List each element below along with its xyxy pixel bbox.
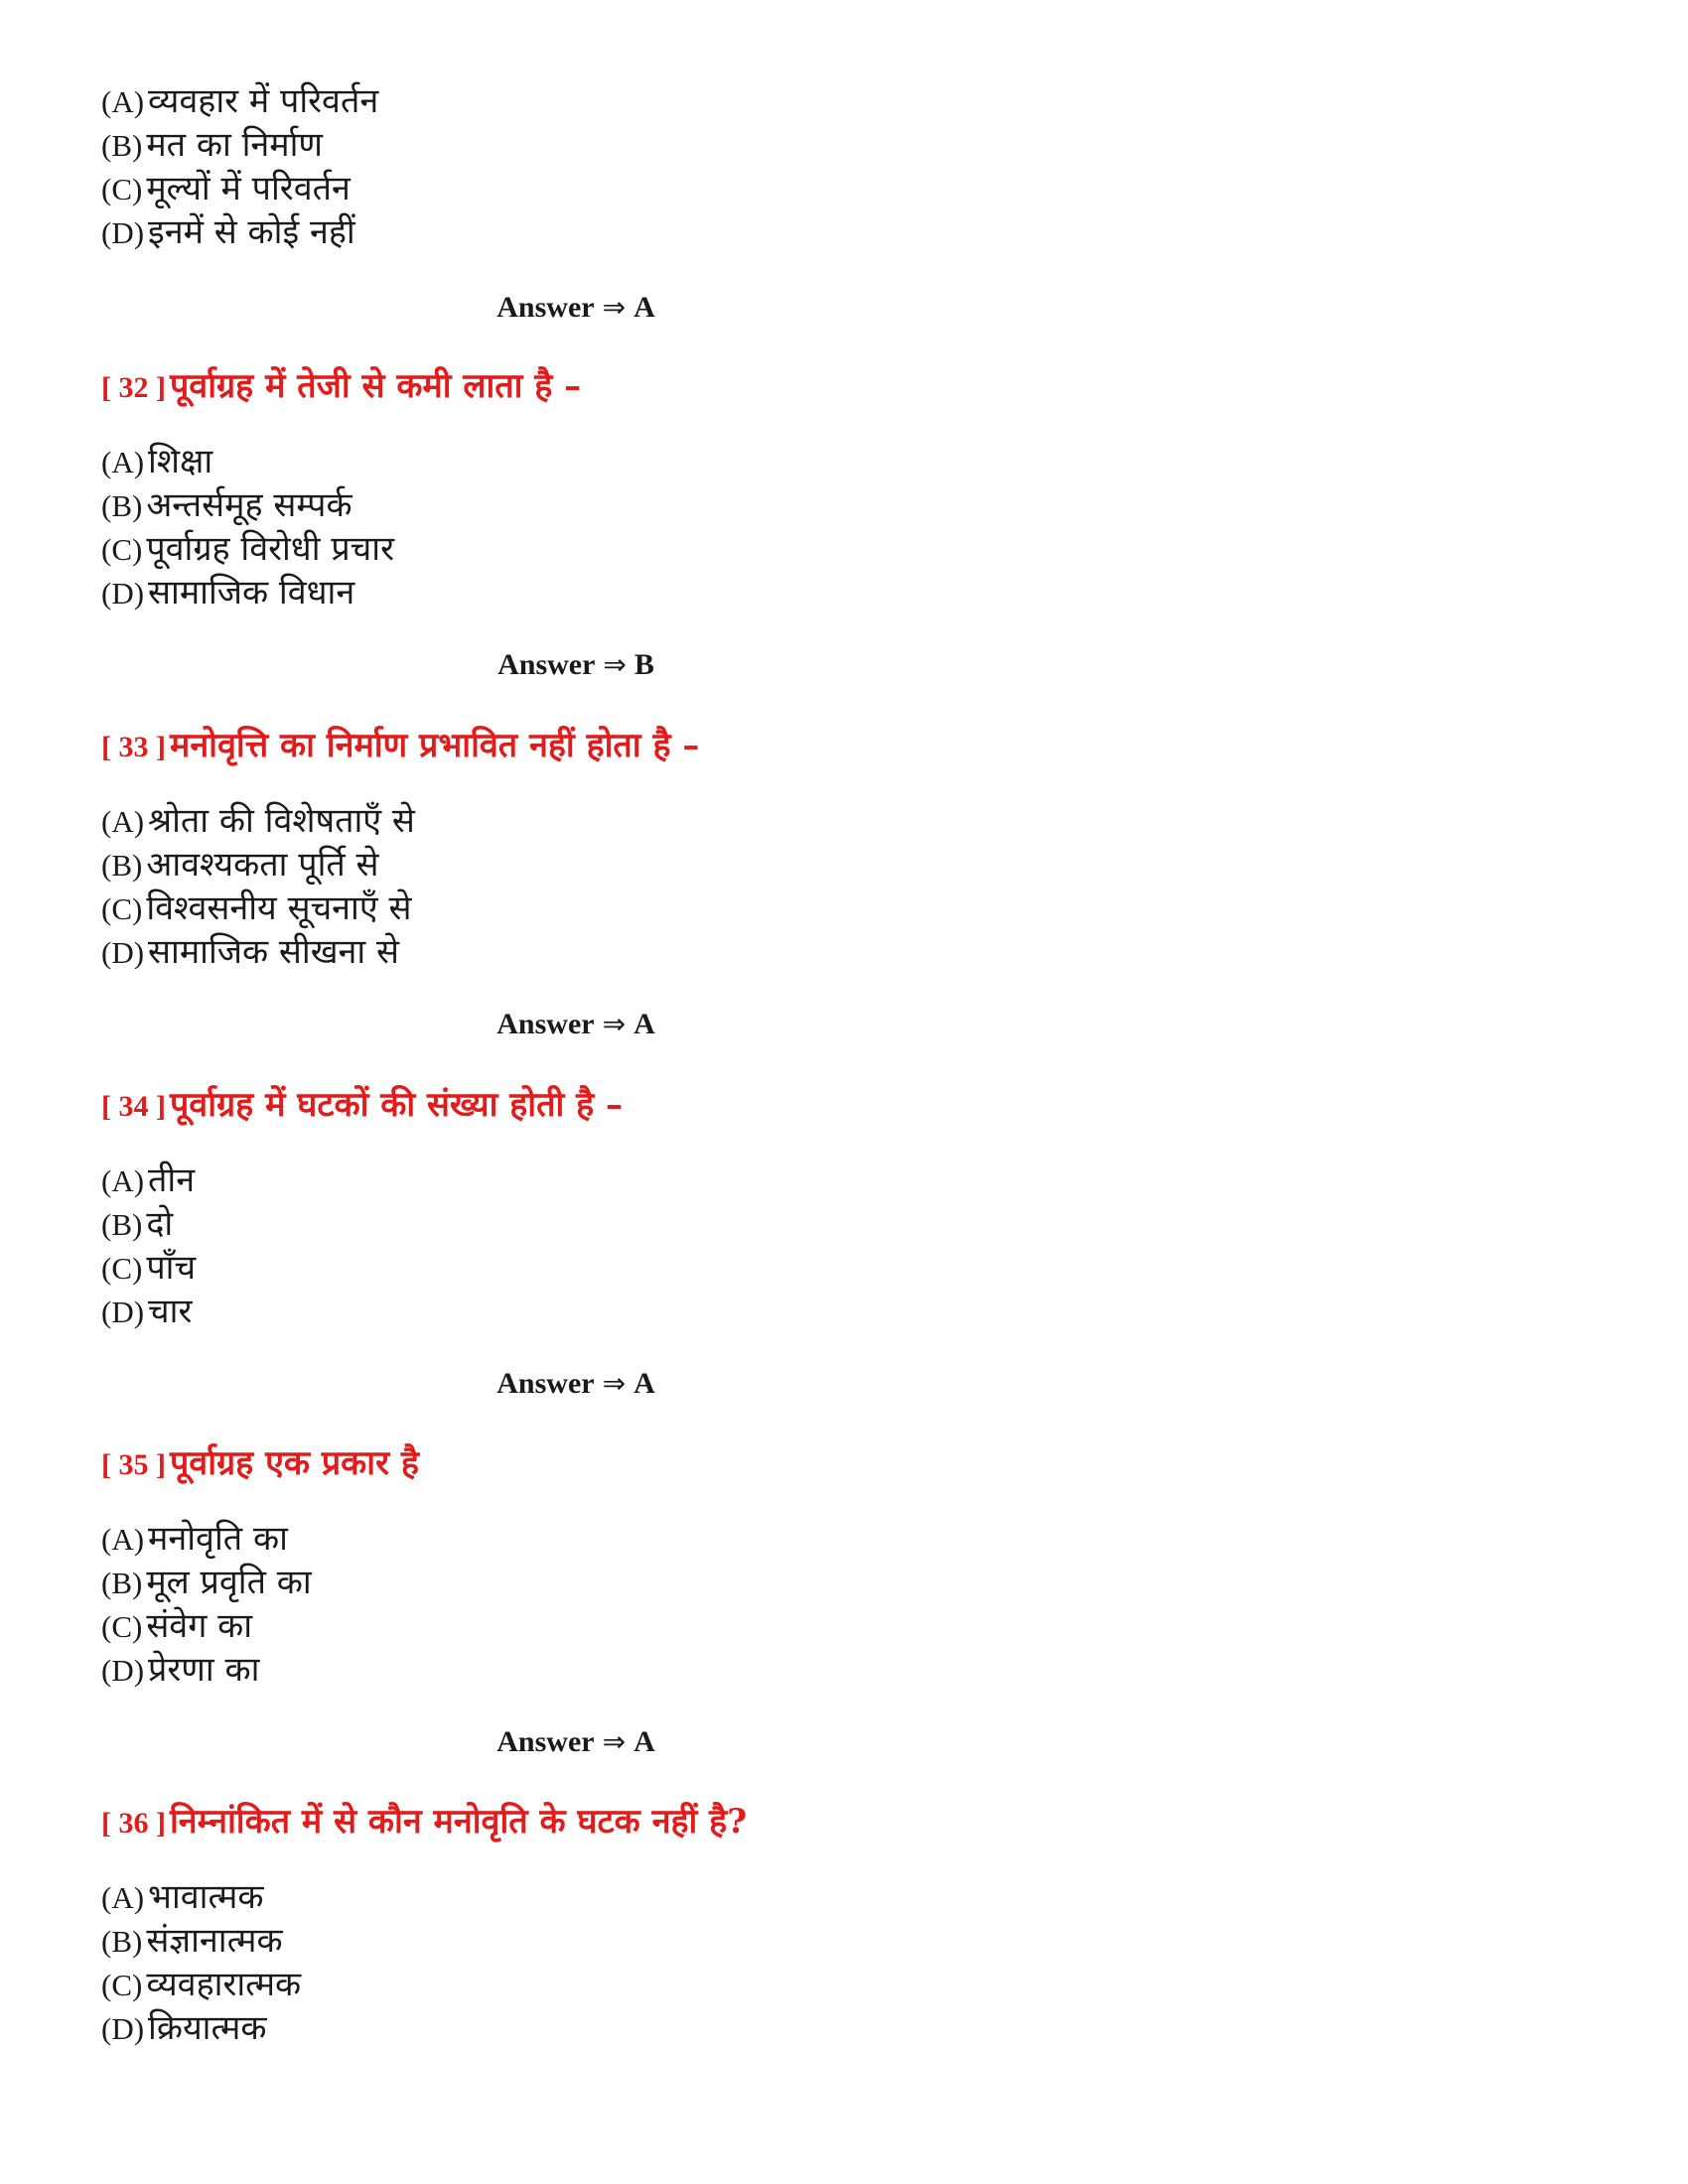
option-c [101,1604,312,1648]
options-list [101,1159,196,1333]
option-letter: (B) [101,1566,143,1600]
question-text: निम्नांकित में से कौन मनोवृति के घटक नहीं है? [169,1802,748,1842]
answer-value: A [633,1008,655,1040]
option-a [101,799,415,843]
option-c [101,167,378,210]
option-a [101,79,378,123]
option-letter: (D) [101,215,145,250]
option-c [101,1246,196,1290]
answer-value: A [633,1725,655,1758]
option-text: आवश्यकता पूर्ति से [146,845,379,885]
option-letter: (B) [101,488,143,523]
option-letter: (B) [101,128,143,163]
arrow-icon: ⇒ [602,291,627,324]
option-letter: (C) [101,1968,143,2002]
option-a [101,440,394,483]
question-heading [101,1439,419,1489]
option-letter: (C) [101,172,143,206]
option-a [101,1875,301,1919]
question-text: पूर्वाग्रह में घटकों की संख्या होती है – [169,1085,623,1125]
option-c [101,527,394,571]
answer-line [0,1722,1152,1762]
option-d [101,571,394,614]
option-letter: (C) [101,532,143,567]
option-text: श्रोता की विशेषताएँ से [148,801,415,841]
option-text: मूल्यों में परिवर्तन [146,169,351,208]
answer-line [0,288,1152,328]
option-d [101,2006,301,2050]
option-b [101,1561,312,1604]
option-b [101,1919,301,1963]
option-letter: (B) [101,1207,143,1242]
option-letter: (A) [101,445,145,479]
answer-line [0,1364,1152,1404]
option-letter: (B) [101,1924,143,1959]
question-text: पूर्वाग्रह एक प्रकार है [169,1443,419,1483]
option-text: क्रियात्मक [148,2008,267,2048]
option-text: चार [148,1292,193,1331]
option-b [101,843,415,887]
question-number: [ 35 ] [101,1448,166,1481]
option-text: सामाजिक सीखना से [148,932,399,972]
option-letter: (C) [101,1609,143,1644]
option-d [101,1648,312,1692]
option-text: प्रेरणा का [148,1650,260,1690]
option-text: भावात्मक [148,1877,264,1917]
option-text: विश्वसनीय सूचनाएँ से [146,888,412,928]
options-list [101,1517,312,1692]
option-c [101,1963,301,2006]
option-letter: (A) [101,804,145,839]
option-text: इनमें से कोई नहीं [148,212,355,252]
option-text: संज्ञानात्मक [146,1921,283,1961]
option-text: मूल प्रवृति का [146,1563,312,1602]
option-letter: (C) [101,1251,143,1286]
answer-value: A [633,1367,655,1400]
arrow-icon: ⇒ [602,1008,627,1040]
question-number: [ 34 ] [101,1090,166,1123]
arrow-icon: ⇒ [602,1725,627,1758]
option-b [101,1202,196,1246]
answer-value: B [633,648,654,681]
options-list [101,1875,301,2050]
arrow-icon: ⇒ [603,648,627,681]
option-text: मनोवृति का [148,1519,288,1559]
option-letter: (D) [101,2011,145,2046]
option-letter: (D) [101,935,145,970]
option-text: शिक्षा [148,442,213,481]
answer-line [0,645,1152,685]
option-text: व्यवहारात्मक [146,1965,302,2004]
answer-label: Answer [496,1367,595,1400]
option-d [101,930,415,974]
answer-label: Answer [497,648,596,681]
option-b [101,483,394,527]
option-letter: (C) [101,891,143,926]
option-letter: (A) [101,84,145,119]
question-text: मनोवृत्ति का निर्माण प्रभावित नहीं होता है – [169,726,700,765]
options-list [101,440,394,614]
answer-label: Answer [496,1008,595,1040]
option-text: दो [146,1204,174,1244]
question-number: [ 32 ] [101,371,166,404]
option-b [101,123,378,167]
option-text: मत का निर्माण [146,125,323,165]
option-d [101,210,378,254]
question-heading [101,362,581,412]
option-letter: (A) [101,1522,145,1557]
option-text: संवेग का [146,1606,253,1646]
option-text: सामाजिक विधान [148,573,355,613]
options-list-prev [101,79,378,254]
option-text: व्यवहार में परिवर्तन [148,81,379,121]
option-letter: (D) [101,1653,145,1688]
option-letter: (D) [101,576,145,611]
option-letter: (A) [101,1880,145,1915]
answer-label: Answer [496,291,595,324]
option-text: अन्तर्समूह सम्पर्क [146,485,352,525]
option-letter: (B) [101,848,143,883]
question-heading [101,1081,623,1131]
question-number: [ 36 ] [101,1807,166,1840]
arrow-icon: ⇒ [602,1367,627,1400]
question-text: पूर्वाग्रह में तेजी से कमी लाता है – [169,366,582,406]
option-text: तीन [148,1160,196,1200]
question-heading [101,722,699,771]
answer-line [0,1005,1152,1044]
option-d [101,1290,196,1333]
option-text: पाँच [146,1248,197,1288]
options-list [101,799,415,974]
option-letter: (A) [101,1163,145,1198]
option-letter: (D) [101,1295,145,1329]
answer-label: Answer [496,1725,595,1758]
option-text: पूर्वाग्रह विरोधी प्रचार [146,529,394,569]
option-a [101,1517,312,1561]
question-number: [ 33 ] [101,731,166,763]
question-heading [101,1798,747,1847]
answer-value: A [633,291,655,324]
option-c [101,887,415,930]
option-a [101,1159,196,1202]
